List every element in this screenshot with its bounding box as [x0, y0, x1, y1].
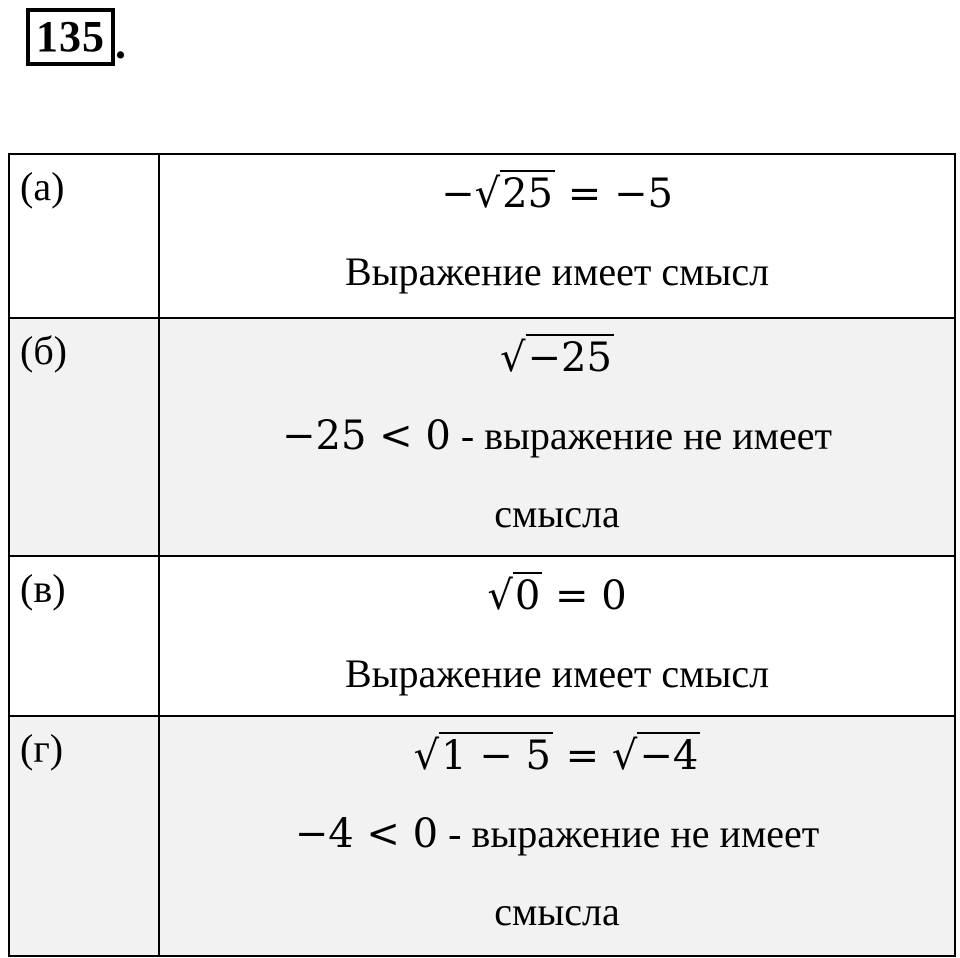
radicand: −4 — [639, 733, 699, 779]
sqrt-icon: √0 — [487, 573, 541, 619]
explanation-rest: - выражение не имеет — [438, 811, 820, 856]
sqrt-icon: √−4 — [611, 733, 699, 779]
row-label: (а) — [9, 154, 159, 318]
explanation-text-continued: смысла — [494, 491, 620, 536]
problem-number-dot: . — [115, 19, 126, 68]
row-content — [159, 318, 955, 556]
row-label: (в) — [9, 556, 159, 716]
radicand: 0 — [514, 573, 541, 619]
explanation-text — [160, 795, 954, 873]
table-row — [9, 716, 955, 956]
inequality: −25 < 0 — [282, 413, 451, 459]
row-content — [159, 154, 955, 318]
sqrt-icon: √25 — [474, 171, 553, 217]
row-label: (б) — [9, 318, 159, 556]
radicand: −25 — [527, 335, 612, 381]
table-row — [9, 154, 955, 318]
explanation-text: Выражение имеет смысл — [344, 249, 770, 294]
formula — [160, 319, 954, 397]
formula-suffix: = −5 — [555, 171, 673, 217]
problem-number — [26, 8, 126, 66]
explanation-text — [160, 397, 954, 475]
table-row — [9, 556, 955, 716]
row-content — [159, 716, 955, 956]
formula — [160, 155, 954, 233]
formula-suffix: = 0 — [542, 573, 627, 619]
explanation-rest: - выражение не имеет — [450, 413, 832, 458]
row-content — [159, 556, 955, 716]
formula-prefix: − — [441, 171, 475, 217]
answers-table — [8, 153, 956, 957]
radicand: 1 − 5 — [441, 733, 551, 779]
row-label: (г) — [9, 716, 159, 956]
table-row — [9, 318, 955, 556]
problem-number-box: 135 — [26, 8, 115, 66]
formula-middle: = — [552, 733, 612, 779]
inequality: −4 < 0 — [294, 811, 439, 857]
radicand: 25 — [502, 171, 553, 217]
sqrt-icon: √−25 — [500, 335, 612, 381]
formula — [160, 557, 954, 635]
sqrt-icon: √1 − 5 — [413, 733, 551, 779]
formula — [160, 717, 954, 795]
explanation-text: Выражение имеет смысл — [344, 651, 770, 696]
explanation-text-continued: смысла — [494, 889, 620, 934]
